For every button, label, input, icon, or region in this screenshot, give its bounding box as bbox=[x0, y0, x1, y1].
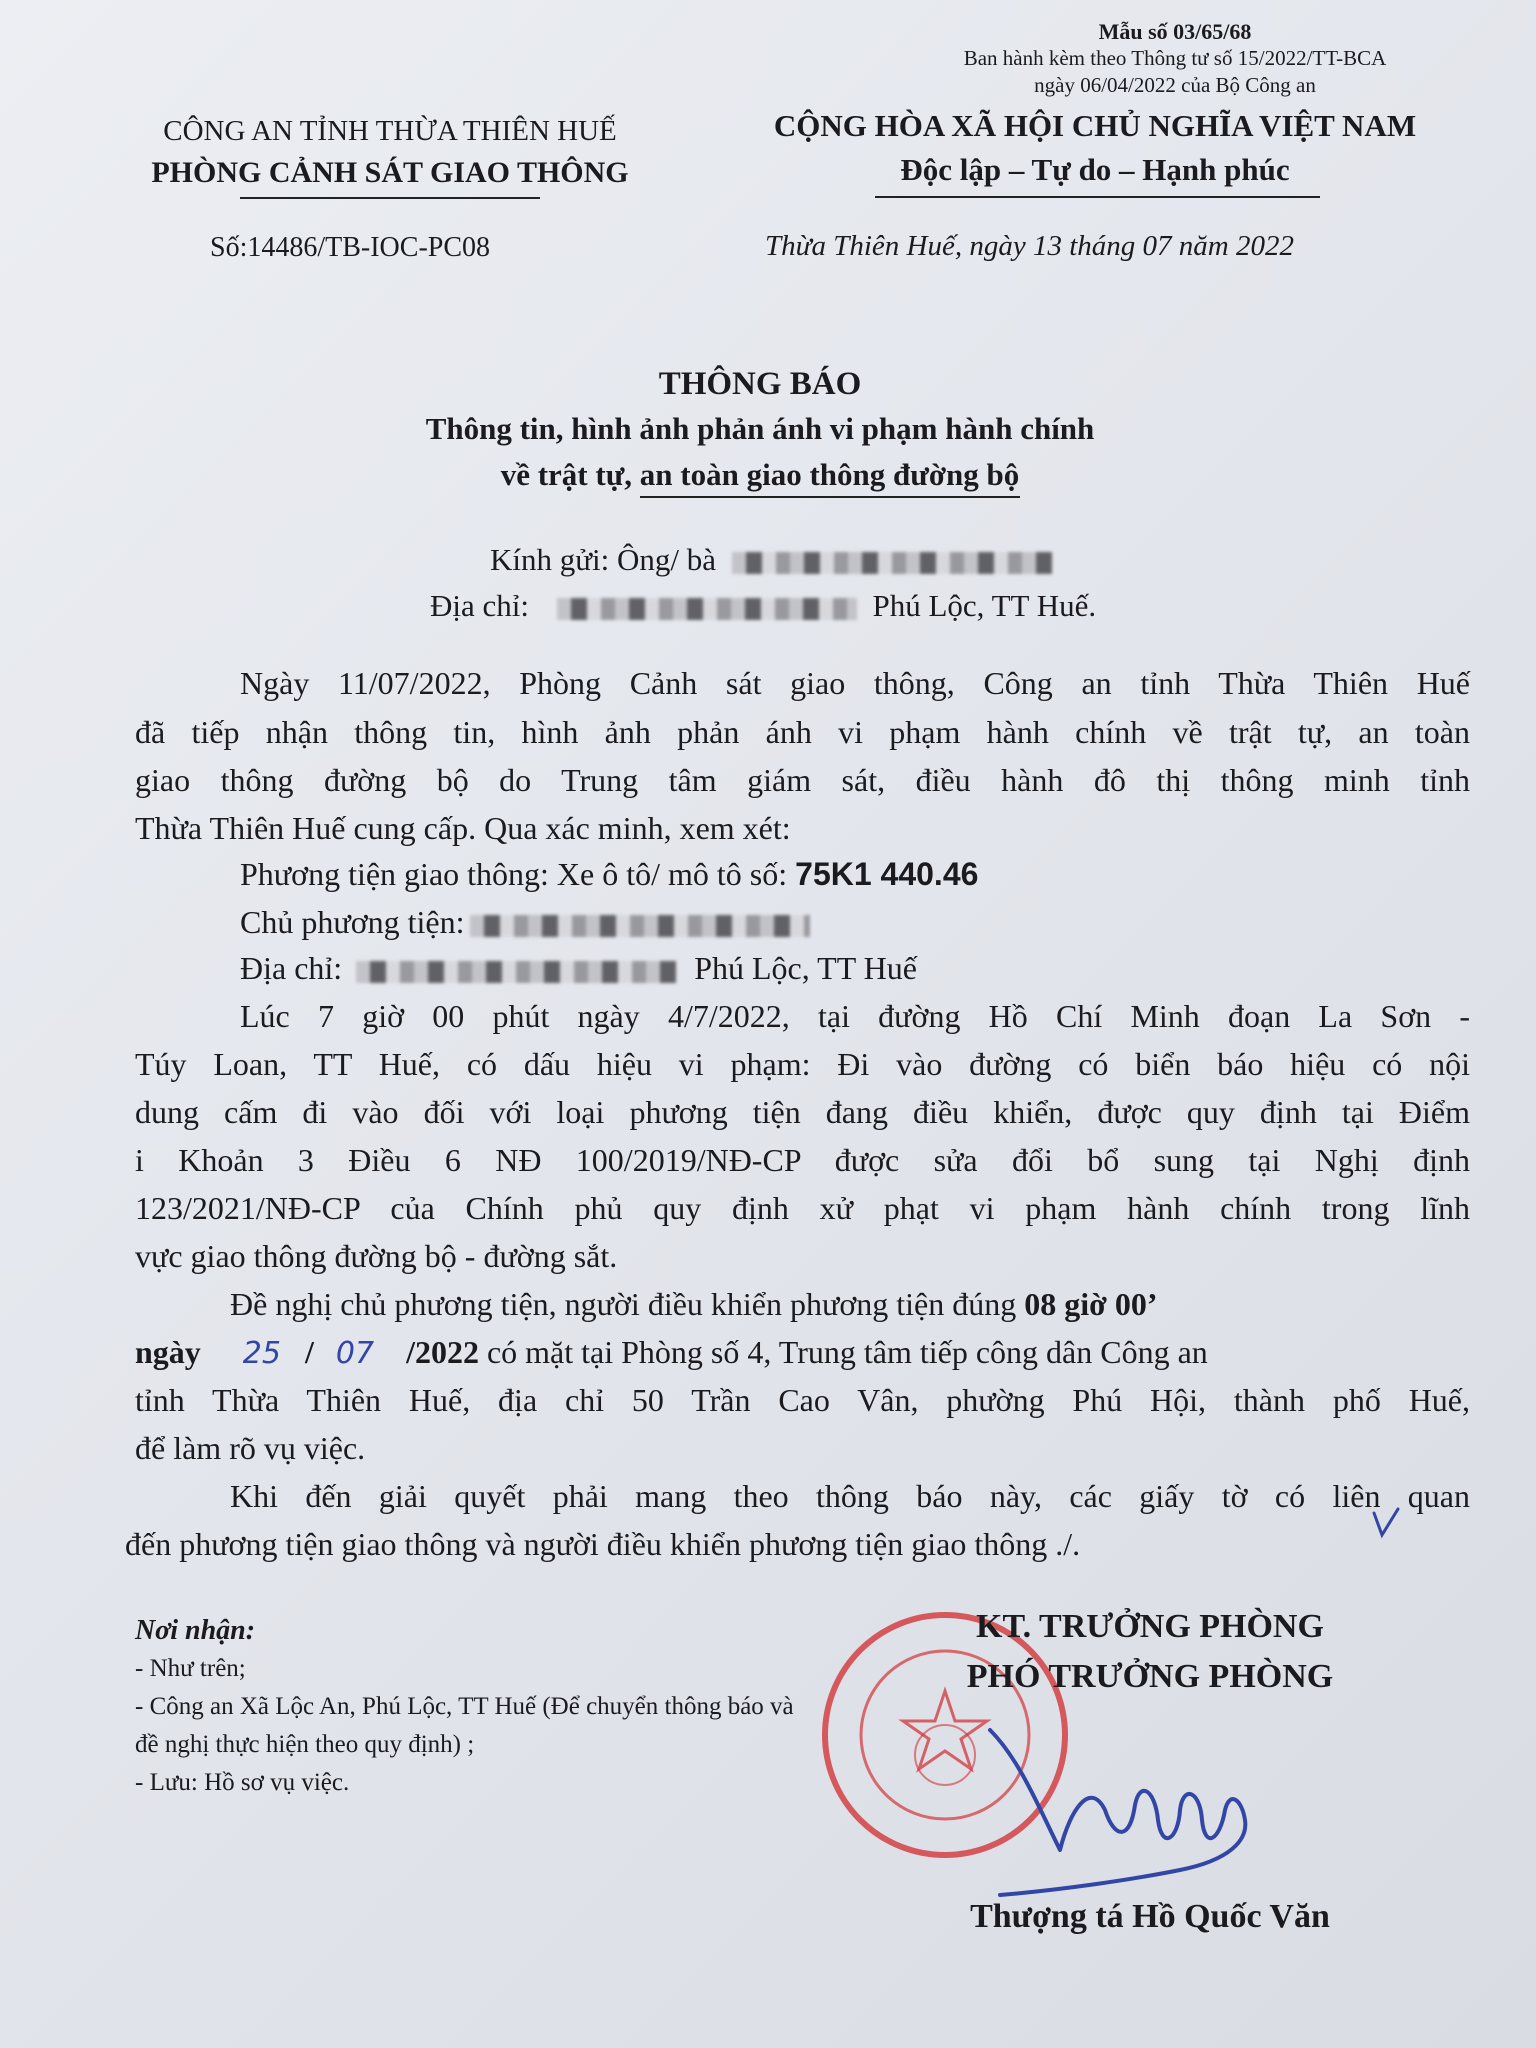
issuing-agency bbox=[90, 110, 690, 194]
p1-line-2: đã tiếp nhận thông tin, hình ảnh phản ánh vi phạm hành chính về trật tự, an toàn bbox=[135, 714, 1470, 750]
vehicle-label: Phương tiện giao thông: Xe ô tô/ mô tô số: bbox=[240, 856, 796, 892]
p2-line-3: dung cấm đi vào đối với loại phương tiện đang điều khiển, được quy định tại Điểm bbox=[135, 1094, 1470, 1130]
appointment-time: 08 giờ 00’ bbox=[1024, 1286, 1158, 1322]
vehicle-line bbox=[240, 856, 978, 893]
p1-line-3: giao thông đường bộ do Trung tâm giám sát, điều hành đô thị thông minh tỉnh bbox=[135, 762, 1470, 798]
signer-line-2: PHÓ TRƯỞNG PHÒNG bbox=[966, 1658, 1334, 1695]
title-underline bbox=[640, 496, 1020, 498]
signature bbox=[980, 1720, 1280, 1900]
redacted-name bbox=[732, 552, 1052, 574]
title-subtitle-2: về trật tự, an toàn giao thông đường bộ bbox=[500, 457, 1020, 492]
p2-line-6: vực giao thông đường bộ - đường sắt. bbox=[135, 1238, 618, 1274]
salutation: Kính gửi: Ông/ bà bbox=[490, 542, 717, 577]
owner-label: Chủ phương tiện: bbox=[240, 904, 465, 940]
form-number: Mẫu số 03/65/68 bbox=[1098, 19, 1252, 44]
p2-line-1: Lúc 7 giờ 00 phút ngày 4/7/2022, tại đường Hồ Chí Minh đoạn La Sơn - bbox=[240, 998, 1470, 1034]
redacted-address bbox=[557, 598, 857, 620]
date-separator: / bbox=[304, 1334, 314, 1370]
form-issued-line-2: ngày 06/04/2022 của Bộ Công an bbox=[1034, 73, 1316, 97]
p3-line-1-text: Đề nghị chủ phương tiện, người điều khiển phương tiện đúng bbox=[230, 1286, 1025, 1322]
p3-line-1 bbox=[230, 1286, 1470, 1323]
recipient-item-3: - Lưu: Hồ sơ vụ việc. bbox=[135, 1769, 350, 1796]
p2-line-2: Túy Loan, TT Huế, có dấu hiệu vi phạm: Đi vào đường có biển báo hiệu có nội bbox=[135, 1046, 1470, 1082]
form-issued-line-1: Ban hành kèm theo Thông tư số 15/2022/TT-BCA bbox=[963, 46, 1387, 70]
date-year: /2022 bbox=[406, 1334, 479, 1370]
document-title bbox=[300, 362, 1220, 498]
p2-line-4: i Khoản 3 Điều 6 NĐ 100/2019/NĐ-CP được sửa đổi bổ sung tại Nghị định bbox=[135, 1142, 1470, 1178]
recipients-heading: Nơi nhận: bbox=[135, 1615, 256, 1646]
national-heading bbox=[700, 104, 1490, 192]
vehicle-plate: 75K1 440.46 bbox=[795, 856, 979, 892]
document-number: Số:14486/TB-IOC-PC08 bbox=[210, 232, 491, 263]
signer-name: Thượng tá Hồ Quốc Văn bbox=[970, 1898, 1330, 1935]
owner-address-tail: Phú Lộc, TT Huế bbox=[694, 950, 917, 986]
nation-name: CỘNG HÒA XÃ HỘI CHỦ NGHĨA VIỆT NAM bbox=[773, 108, 1417, 143]
p3-line-2 bbox=[135, 1334, 1470, 1371]
recipient-item-1: - Như trên; bbox=[135, 1655, 246, 1682]
national-motto: Độc lập – Tự do – Hạnh phúc bbox=[900, 152, 1290, 187]
redacted-owner-address bbox=[356, 961, 676, 983]
address-label: Địa chỉ: bbox=[430, 588, 529, 623]
agency-underline bbox=[240, 197, 540, 199]
p3-line-3: tỉnh Thừa Thiên Huế, địa chỉ 50 Trần Cao Vân, phường Phú Hội, thành phố Huế, bbox=[135, 1382, 1470, 1418]
handwritten-check-mark bbox=[1368, 1505, 1408, 1545]
owner-address-line bbox=[240, 950, 917, 987]
signer-title bbox=[900, 1602, 1400, 1702]
p4-line-2: đến phương tiện giao thông và người điều khiển phương tiện giao thông ./. bbox=[125, 1526, 1081, 1562]
redacted-owner bbox=[470, 915, 810, 937]
handwritten-month: 07 bbox=[335, 1336, 375, 1371]
owner-address-label: Địa chỉ: bbox=[240, 950, 343, 986]
salutation-line bbox=[490, 542, 1052, 578]
form-info bbox=[880, 18, 1470, 99]
p3-line-4: để làm rõ vụ việc. bbox=[135, 1430, 366, 1466]
signer-line-1: KT. TRƯỞNG PHÒNG bbox=[976, 1608, 1324, 1645]
place-date: Thừa Thiên Huế, ngày 13 tháng 07 năm 2022 bbox=[765, 230, 1294, 262]
p1-line-4: Thừa Thiên Huế cung cấp. Qua xác minh, xem xét: bbox=[135, 810, 791, 846]
agency-name: CÔNG AN TỈNH THỪA THIÊN HUẾ bbox=[163, 115, 617, 147]
department-name: PHÒNG CẢNH SÁT GIAO THÔNG bbox=[151, 156, 629, 189]
recipient-address-line bbox=[430, 588, 1096, 624]
p4-line-1: Khi đến giải quyết phải mang theo thông báo này, các giấy tờ có liên quan bbox=[230, 1478, 1470, 1514]
address-tail: Phú Lộc, TT Huế. bbox=[872, 588, 1097, 623]
handwritten-day: 25 bbox=[242, 1336, 281, 1371]
motto-underline bbox=[875, 196, 1320, 198]
date-label: ngày bbox=[135, 1334, 201, 1370]
p2-line-5: 123/2021/NĐ-CP của Chính phủ quy định xử phạt vi phạm hành chính trong lĩnh bbox=[135, 1190, 1470, 1226]
title-subtitle-1: Thông tin, hình ảnh phản ánh vi phạm hành chính bbox=[425, 411, 1095, 446]
p1-line-1: Ngày 11/07/2022, Phòng Cảnh sát giao thông, Công an tỉnh Thừa Thiên Huế bbox=[240, 665, 1470, 701]
p3-line-2-text: có mặt tại Phòng số 4, Trung tâm tiếp công dân Công an bbox=[478, 1334, 1208, 1370]
recipient-item-2: - Công an Xã Lộc An, Phú Lộc, TT Huế (Để chuyển thông báo và đề nghị thực hiện theo quy định) ; bbox=[135, 1693, 794, 1758]
owner-line bbox=[240, 904, 810, 941]
title-main: THÔNG BÁO bbox=[658, 366, 862, 402]
recipients-list bbox=[135, 1612, 795, 1802]
